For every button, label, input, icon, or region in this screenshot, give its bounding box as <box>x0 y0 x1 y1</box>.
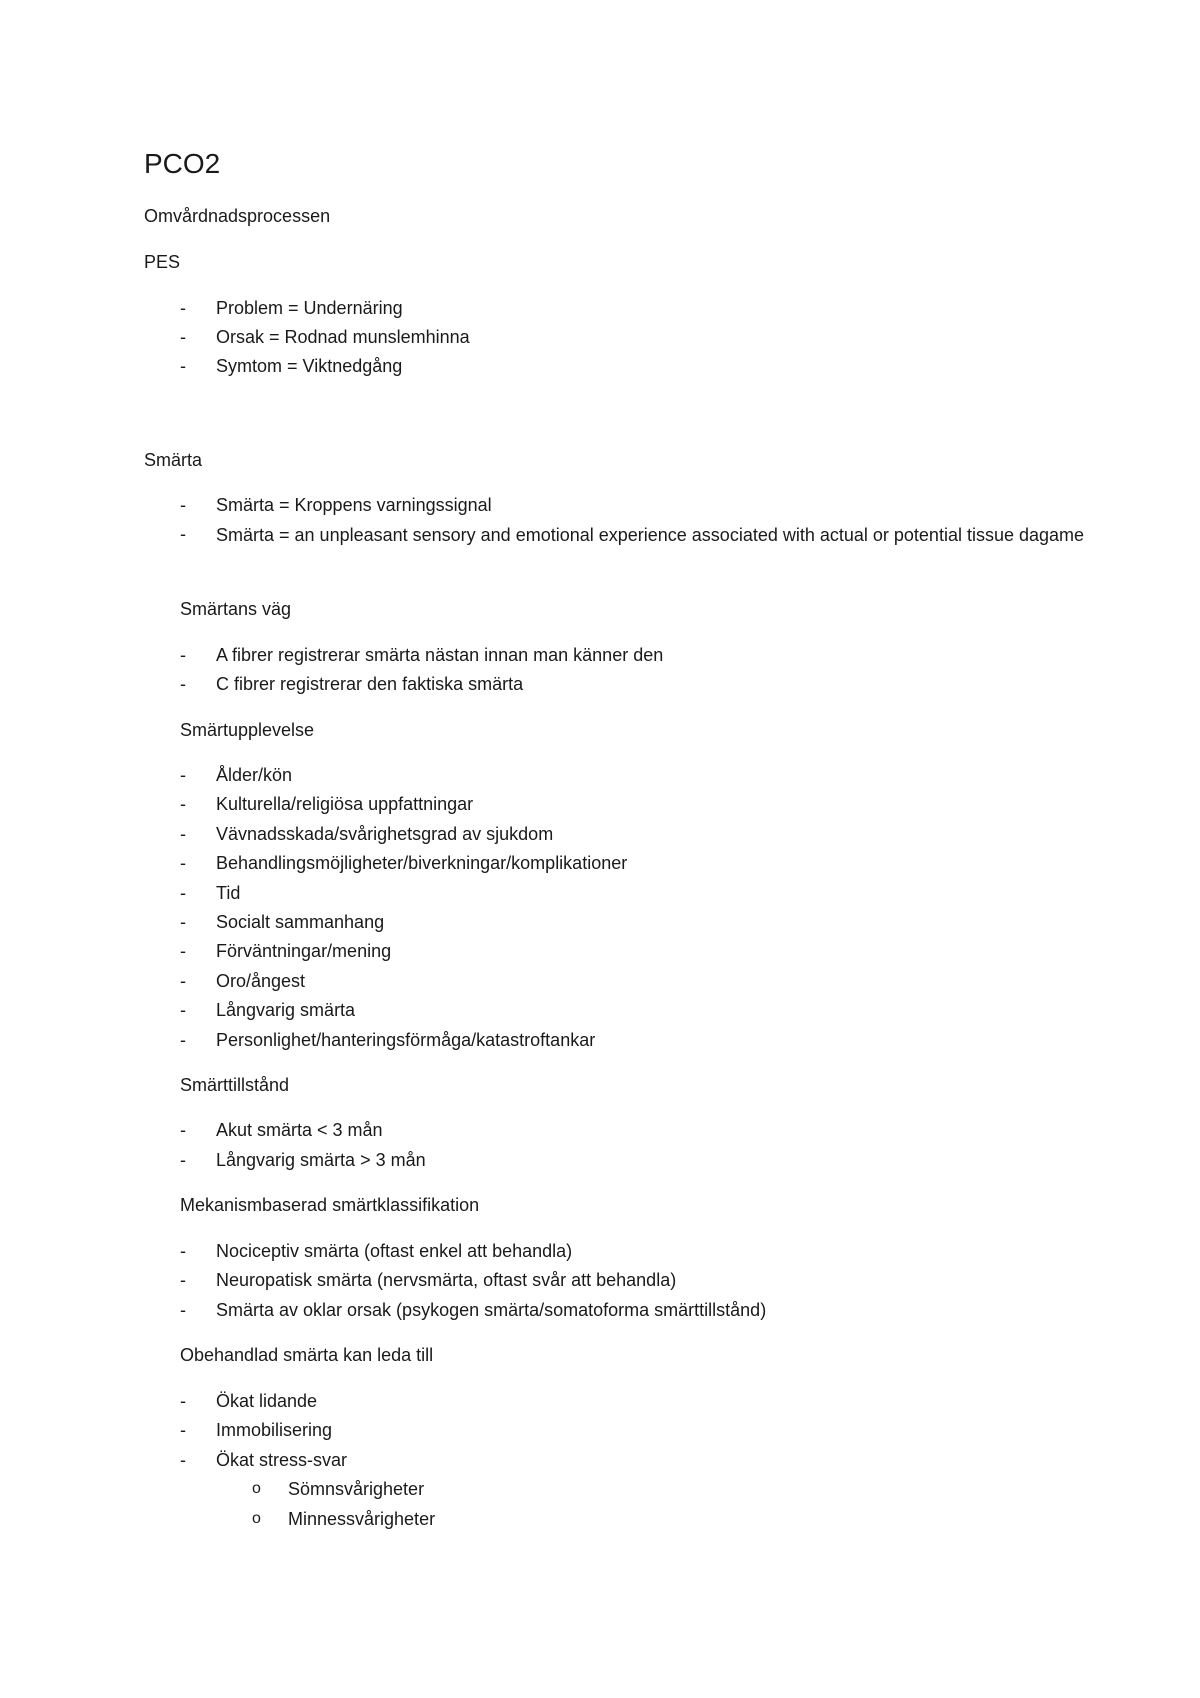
heading-pes: PES <box>144 252 181 272</box>
heading-smarta: Smärta <box>144 450 203 470</box>
heading-omvardnadsprocessen: Omvårdnadsprocessen <box>144 206 331 226</box>
document-page: PCO2 Omvårdnadsprocessen PES - Problem = Undernäring - Orsak = Rodnad munslemhinna - Symtom = Viktnedgång Smärta - Smärta = Kroppens varningssignal - Smärta = an unpleasant sensory and emotional experience associated with actual or potential tissue dagame Smärtans väg - A fibrer registrerar smärta nästan innan man känner den - C fibrer registrerar den faktiska smärta Smärtupplevelse - Ålder/kön - Kulturella/religiösa uppfattningar - Vävnadsskada/svårighetsgrad av sjukdom - Behandlingsmöjligheter/biverkningar/komplikationer - Tid - Socialt sammanhang - Förväntningar/mening - Oro/ångest - Långvarig smärta - Personlighet/hanteringsförmåga/katastroftankar Smärttillstånd - Akut smärta < 3 mån - Långvarig smärta > 3 mån Mekanismbaserad smärtklassifikation - Nociceptiv smärta (oftast enkel att behandla) - Neuropatisk smärta (nervsmärta, oftast svår att behandla) - Smärta av oklar orsak (psykogen smärta/somatoforma smärttillstånd) Obehandlad smärta kan leda till - Ökat lidande - Immobilisering - Ökat stress-svar o Sömnsvårigheter o Minnessvårigheter <box>144 148 1085 1529</box>
heading-mekanism: Mekanismbaserad smärtklassifikation <box>180 1195 480 1215</box>
heading-smartans-vag: Smärtans väg <box>180 599 292 619</box>
heading-smartupplevelse: Smärtupplevelse <box>180 720 315 740</box>
document-title: PCO2 <box>144 148 221 179</box>
heading-obehandlad: Obehandlad smärta kan leda till <box>180 1345 434 1365</box>
heading-smarttillstand: Smärttillstånd <box>180 1075 290 1095</box>
